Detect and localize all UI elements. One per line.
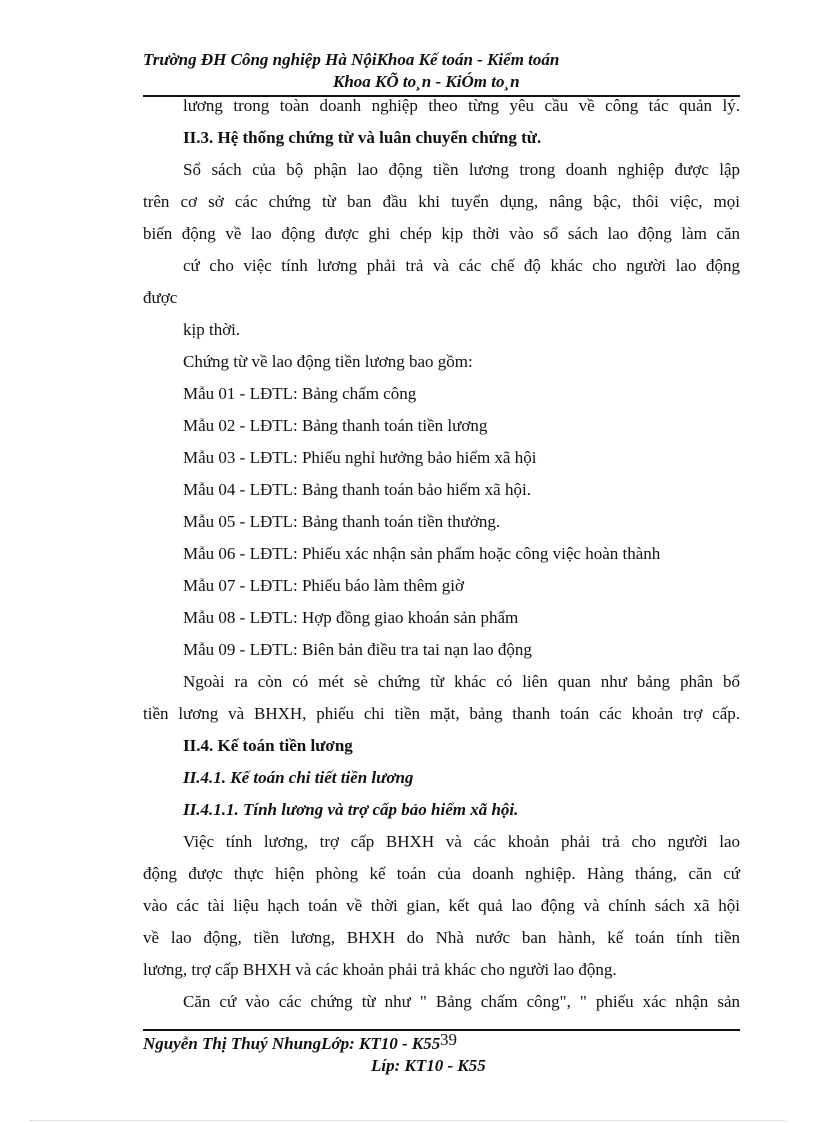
paragraph-line: được (143, 288, 178, 307)
paragraph-line: Việc tính lương, trợ cấp BHXH và các khoản phải trả cho người lao (183, 832, 740, 851)
footer-class: Líp: KT10 - K55 (371, 1056, 486, 1075)
paragraph-line: cứ cho việc tính lương phải trả và các chế độ khác cho người lao động (183, 256, 740, 275)
paragraph-line: Sổ sách của bộ phận lao động tiền lương trong doanh nghiệp được lập (183, 160, 740, 179)
subsubsection-heading: II.4.1.1. Tính lương và trợ cấp bảo hiểm xã hội. (183, 800, 519, 819)
paragraph-line: trên cơ sở các chứng từ ban đầu khi tuyển dụng, nâng bậc, thôi việc, mọi (143, 192, 740, 211)
form-item: Mẫu 04 - LĐTL: Bảng thanh toán bảo hiểm xã hội. (183, 480, 531, 499)
paragraph-line: biến động về lao động được ghi chép kịp thời vào sổ sách lao động làm căn (143, 224, 740, 243)
paragraph-line: Căn cứ vào các chứng từ như " Bảng chấm công", " phiếu xác nhận sản (183, 992, 740, 1011)
footer-author: Nguyễn Thị Thuý NhungLớp: KT10 - K55 (143, 1034, 441, 1053)
form-item: Mẫu 01 - LĐTL: Bảng chấm công (183, 384, 417, 403)
paragraph-line: Chứng từ về lao động tiền lương bao gồm: (183, 352, 473, 371)
paragraph-line: lương, trợ cấp BHXH và các khoản phải trả khác cho người lao động. (143, 960, 617, 979)
form-item: Mẫu 02 - LĐTL: Bảng thanh toán tiền lương (183, 416, 488, 435)
form-item: Mẫu 05 - LĐTL: Bảng thanh toán tiền thưởng. (183, 512, 501, 531)
page-number: 39 (440, 1030, 457, 1049)
subsection-heading: II.4.1. Kế toán chi tiết tiền lương (183, 768, 414, 787)
section-heading: II.3. Hệ thống chứng từ và luân chuyển chứng từ. (183, 128, 542, 147)
paragraph-line: động được thực hiện phòng kế toán của doanh nghiệp. Hàng tháng, căn cứ (143, 864, 740, 883)
paragraph-line: về lao động, tiền lương, BHXH do Nhà nước ban hành, kế toán tính tiền (143, 928, 740, 947)
paragraph-line: Ngoài ra còn có mét sè chứng từ khác có liên quan như bảng phân bổ (183, 672, 740, 691)
form-item: Mẫu 09 - LĐTL: Biên bản điều tra tai nạn lao động (183, 640, 532, 659)
form-item: Mẫu 03 - LĐTL: Phiếu nghỉ hưởng bảo hiểm xã hội (183, 448, 537, 467)
header-department: Khoa KÕ to¸n - KiÓm to¸n (333, 72, 520, 91)
form-item: Mẫu 06 - LĐTL: Phiếu xác nhận sản phẩm hoặc công việc hoàn thành (183, 544, 661, 563)
section-heading: II.4. Kế toán tiền lương (183, 736, 353, 755)
form-item: Mẫu 08 - LĐTL: Hợp đồng giao khoán sản phẩm (183, 608, 519, 627)
header-school: Trường ĐH Công nghiệp Hà NộiKhoa Kế toán - Kiểm toán (143, 50, 560, 69)
paragraph-line: lương trong toàn doanh nghiệp theo từng yêu cầu về công tác quản lý. (183, 96, 740, 115)
paragraph-line: vào các tài liệu hạch toán về thời gian, kết quả lao động và chính sách xã hội (143, 896, 740, 915)
paragraph-line: kịp thời. (183, 320, 241, 339)
paragraph-line: tiền lương và BHXH, phiếu chi tiền mặt, bảng thanh toán các khoản trợ cấp. (143, 704, 740, 723)
form-item: Mẫu 07 - LĐTL: Phiếu báo làm thêm giờ (183, 576, 464, 595)
page-edge (30, 1120, 786, 1121)
